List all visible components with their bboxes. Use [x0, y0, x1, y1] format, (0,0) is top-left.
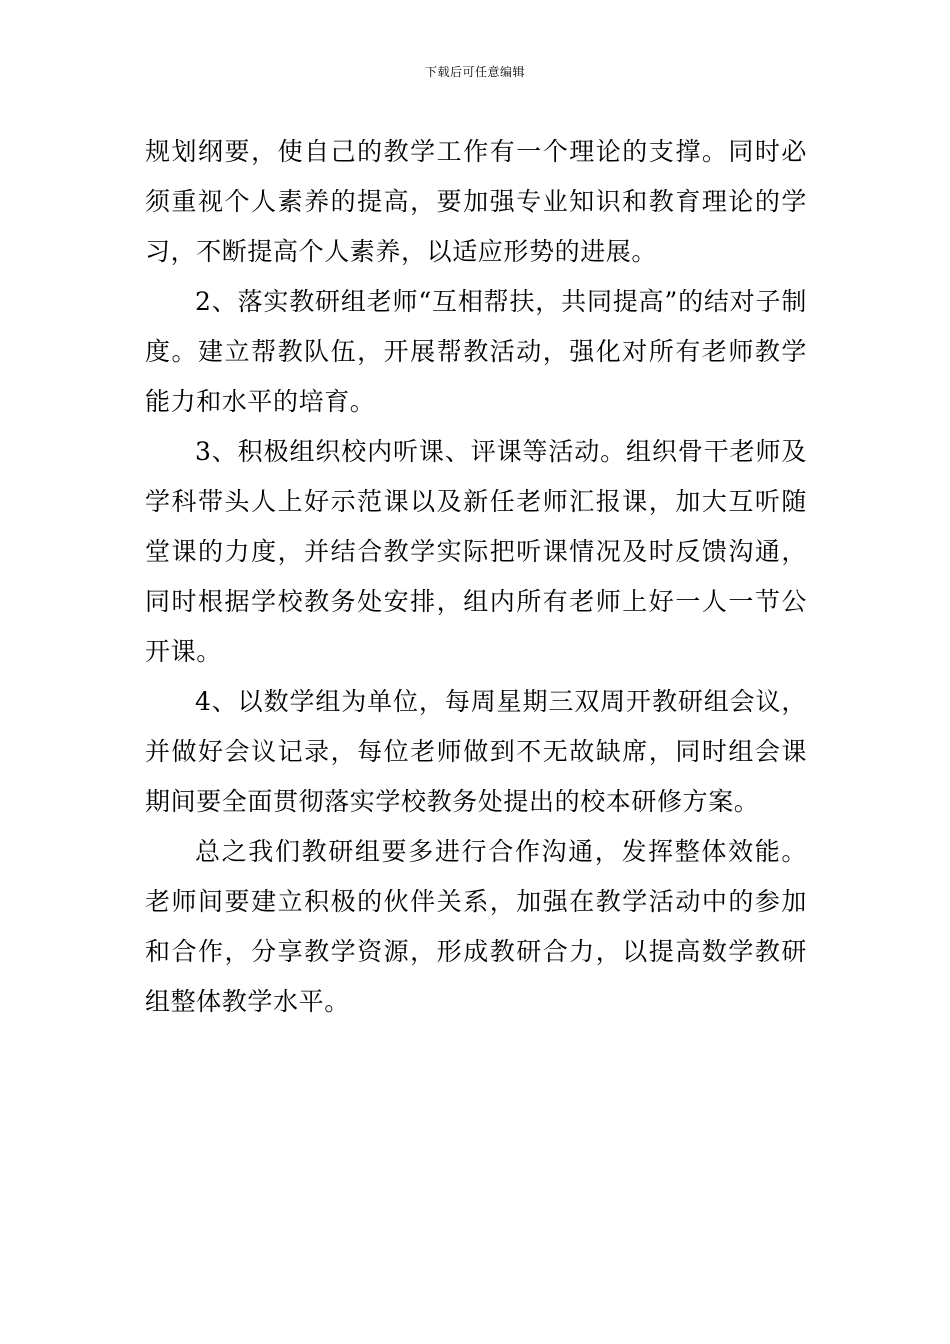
paragraph-item-4: 4、以数学组为单位，每周星期三双周开教研组会议，并做好会议记录，每位老师做到不无故缺席，同时组会课期间要全面贯彻落实学校教务处提出的校本研修方案。	[145, 687, 807, 816]
paragraph-item-3: 3、积极组织校内听课、评课等活动。组织骨干老师及学科带头人上好示范课以及新任老师汇报课，加大互听随堂课的力度，并结合教学实际把听课情况及时反馈沟通，同时根据学校教务处安排，组内所有老师上好一人一节公开课。	[145, 437, 807, 666]
page-header: 下载后可任意编辑	[424, 65, 525, 79]
paragraph-continuation: 规划纲要，使自己的教学工作有一个理论的支撑。同时必须重视个人素养的提高，要加强专业知识和教育理论的学习，不断提高个人素养，以适应形势的进展。	[145, 137, 807, 266]
paragraph-summary: 总之我们教研组要多进行合作沟通，发挥整体效能。老师间要建立积极的伙伴关系，加强在教学活动中的参加和合作，分享教学资源，形成教研合力，以提高数学教研组整体教学水平。	[145, 837, 807, 1016]
document-body	[145, 127, 807, 1027]
paragraph-item-2: 2、落实教研组老师“互相帮扶，共同提高”的结对子制度。建立帮教队伍，开展帮教活动，强化对所有老师教学能力和水平的培育。	[145, 287, 807, 416]
